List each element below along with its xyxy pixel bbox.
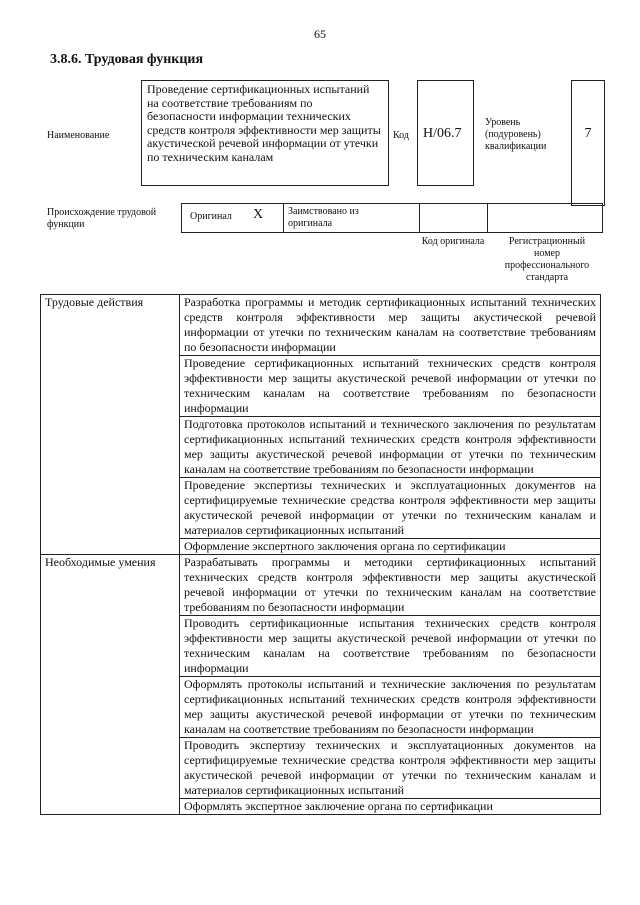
origin-box	[181, 203, 603, 233]
table-cell: Оформление экспертного заключения органа по сертификации	[180, 539, 601, 555]
code-label: Код	[393, 130, 409, 141]
name-label: Наименование	[47, 130, 110, 141]
reg-number-caption: Регистрационный номер профессионального стандарта	[504, 236, 590, 283]
original-mark: X	[253, 207, 264, 222]
table-cell: Разработка программы и методик сертификационных испытаний технических средств контроля эффективности мер защиты акустической речевой информации от утечки по техническим каналам на соответствие требованиям по безопасности информации	[180, 295, 601, 356]
table-cell: Разрабатывать программы и методики сертификационных испытаний технических средств контроля эффективности мер защиты акустической речевой информации от утечки по техническим каналам на соответствие требованиям по безопасности информации	[180, 555, 601, 616]
section-title: 3.8.6. Трудовая функция	[50, 52, 204, 67]
origin-divider-2	[419, 203, 420, 233]
code-box	[417, 80, 474, 186]
table-cell: Проведение сертификационных испытаний технических средств контроля эффективности мер защиты акустической речевой информации от утечки по техническим каналам на соответствие требованиям по безопасности информации	[180, 356, 601, 417]
origin-divider-1	[283, 203, 284, 233]
functions-table	[40, 294, 601, 815]
origin-label: Происхождение трудовой функции	[47, 207, 157, 230]
origin-divider-3	[487, 203, 488, 233]
borrowed-label: Заимствовано из оригинала	[288, 206, 359, 229]
table-cell: Подготовка протоколов испытаний и технического заключения по результатам сертификационных испытаний технических средств контроля эффективности мер защиты акустической речевой информации от утечки по техническим каналам на соответствие требованиям по безопасности информации	[180, 417, 601, 478]
section-title-cell: Необходимые умения	[41, 555, 180, 815]
table-row	[41, 555, 601, 616]
function-name: Проведение сертификационных испытаний на соответствие требованиям по безопасности информации технических средств контроля эффективности мер защиты акустической речевой информации от утечки по техническим каналам	[147, 82, 381, 164]
table-cell: Оформлять протоколы испытаний и технические заключения по результатам сертификационных испытаний технических средств контроля эффективности мер защиты акустической речевой информации от утечки по техническим каналам на соответствие требованиям по безопасности информации	[180, 677, 601, 738]
original-label: Оригинал	[190, 211, 232, 222]
code-value: H/06.7	[423, 126, 462, 141]
level-value: 7	[584, 126, 592, 141]
table-cell: Проводить сертификационные испытания технических средств контроля эффективности мер защиты акустической речевой информации от утечки по техническим каналам на соответствие требованиям по безопасности информации	[180, 616, 601, 677]
section-title-cell: Трудовые действия	[41, 295, 180, 555]
level-label: Уровень (подуровень) квалификации	[485, 117, 547, 152]
table-row	[41, 295, 601, 356]
page-number: 65	[314, 27, 326, 41]
level-box	[571, 80, 605, 206]
function-name-box	[141, 80, 389, 186]
table-cell: Оформлять экспертное заключение органа по сертификации	[180, 799, 601, 815]
table-cell: Проведение экспертизы технических и эксплуатационных документов на сертифицируемые технические средства контроля эффективности мер защиты акустической речевой информации от утечки по техническим каналам и материалов сертификационных испытаний	[180, 478, 601, 539]
table-cell: Проводить экспертизу технических и эксплуатационных документов на сертифицируемые технические средства контроля эффективности мер защиты акустической речевой информации от утечки по техническим каналам и материалов сертификационных испытаний	[180, 738, 601, 799]
code-original-caption: Код оригинала	[421, 236, 485, 247]
